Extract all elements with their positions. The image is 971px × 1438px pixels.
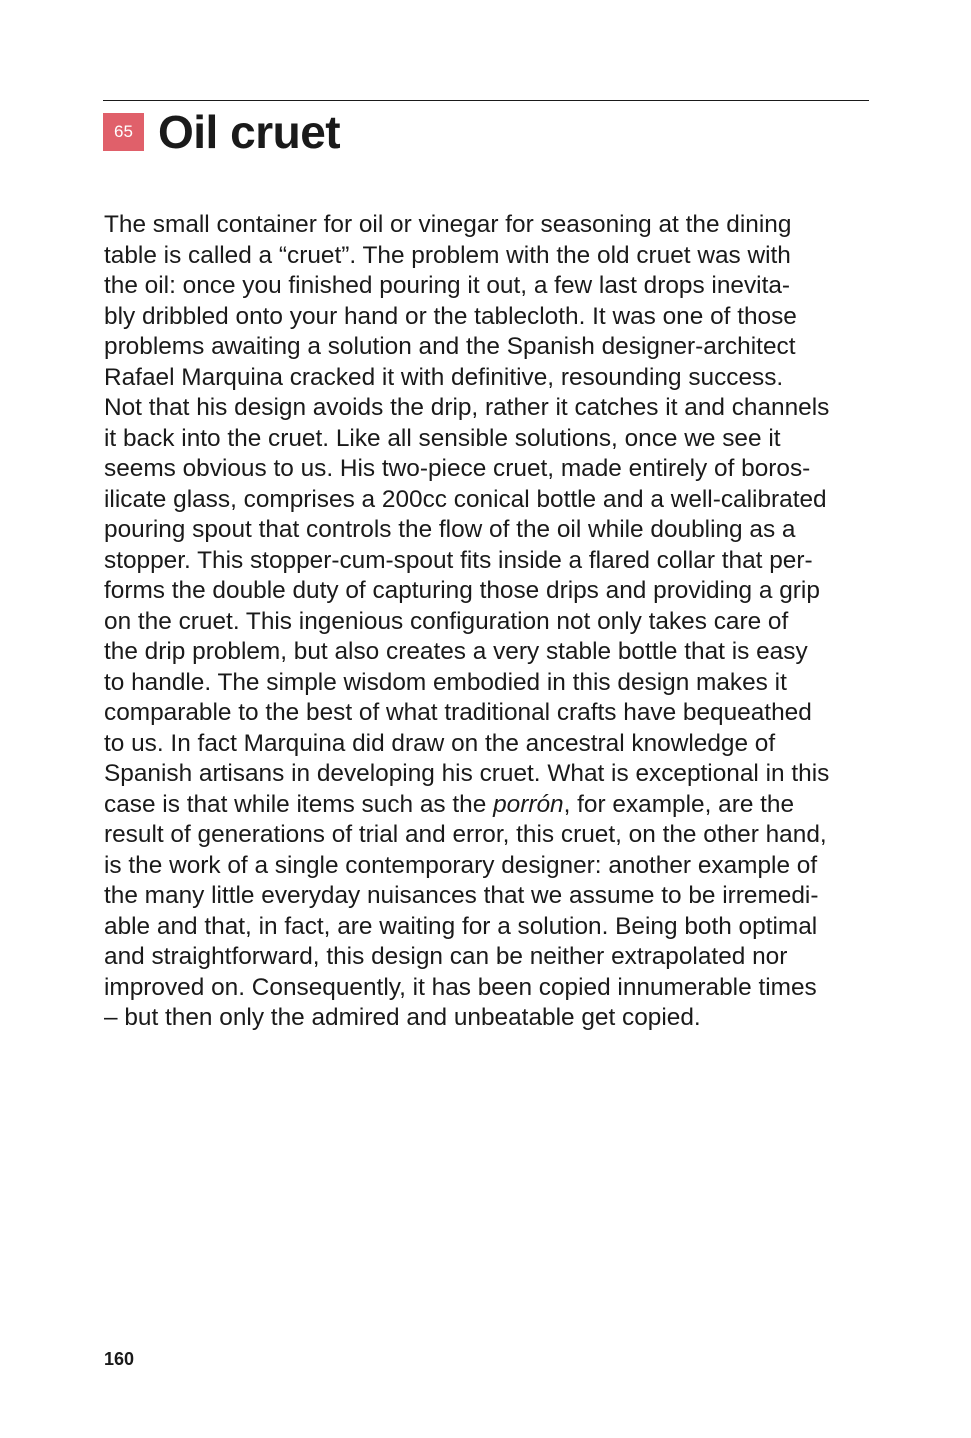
body-line: to us. In fact Marquina did draw on the ancestral knowledge of — [104, 729, 776, 757]
page-number: 160 — [104, 1349, 135, 1369]
entry-number-badge: 65 — [103, 113, 144, 151]
italic-term: porrón — [493, 790, 564, 818]
body-line: improved on. Consequently, it has been copied innumerable times — [104, 973, 817, 1001]
body-line: seems obvious to us. His two-piece cruet, made entirely of boros- — [104, 455, 811, 482]
body-line: the drip problem, but also creates a very stable bottle that is easy — [104, 638, 808, 665]
body-line: – but then only the admired and unbeatable get copied. — [104, 1004, 701, 1031]
body-line: comparable to the best of what traditional crafts have bequeathed — [104, 699, 812, 726]
body-line: Spanish artisans in developing his cruet. What is exceptional in this — [104, 760, 830, 787]
body-line: stopper. This stopper-cum-spout fits inside a flared collar that per- — [104, 546, 813, 574]
body-line: Not that his design avoids the drip, rather it catches it and channels — [104, 394, 830, 421]
body-line: pouring spout that controls the flow of the oil while doubling as a — [104, 516, 796, 543]
body-line: result of generations of trial and error, this cruet, on the other hand, — [104, 821, 827, 848]
body-line: it back into the cruet. Like all sensible solutions, once we see it — [104, 424, 781, 452]
body-line: Rafael Marquina cracked it with definitive, resounding success. — [104, 363, 784, 391]
body-line: bly dribbled onto your hand or the tablecloth. It was one of those — [104, 302, 797, 330]
body-line: is the work of a single contemporary designer: another example of — [104, 851, 818, 879]
body-line-segment: , for example, are the — [563, 790, 795, 818]
entry-title: Oil cruet — [158, 106, 341, 158]
body-line — [104, 790, 874, 821]
body-line: problems awaiting a solution and the Spanish designer-architect — [104, 333, 796, 360]
body-line: on the cruet. This ingenious configuration not only takes care of — [104, 607, 789, 635]
body-line-segment: case is that while items such as the — [104, 790, 494, 818]
body-text — [104, 210, 874, 1034]
header-rule — [103, 100, 869, 101]
body-line: forms the double duty of capturing those drips and providing a grip — [104, 577, 820, 604]
body-line: able and that, in fact, are waiting for a solution. Being both optimal — [104, 912, 818, 940]
body-line: to handle. The simple wisdom embodied in this design makes it — [104, 668, 787, 696]
body-line: table is called a “cruet”. The problem with the old cruet was with — [104, 241, 791, 269]
body-line: and straightforward, this design can be neither extrapolated nor — [104, 943, 788, 970]
body-line: The small container for oil or vinegar for seasoning at the dining — [104, 211, 792, 238]
body-line: the oil: once you finished pouring it out, a few last drops inevita- — [104, 272, 791, 299]
body-line: ilicate glass, comprises a 200cc conical bottle and a well-calibrated — [104, 485, 827, 513]
body-line: the many little everyday nuisances that we assume to be irremedi- — [104, 882, 819, 909]
